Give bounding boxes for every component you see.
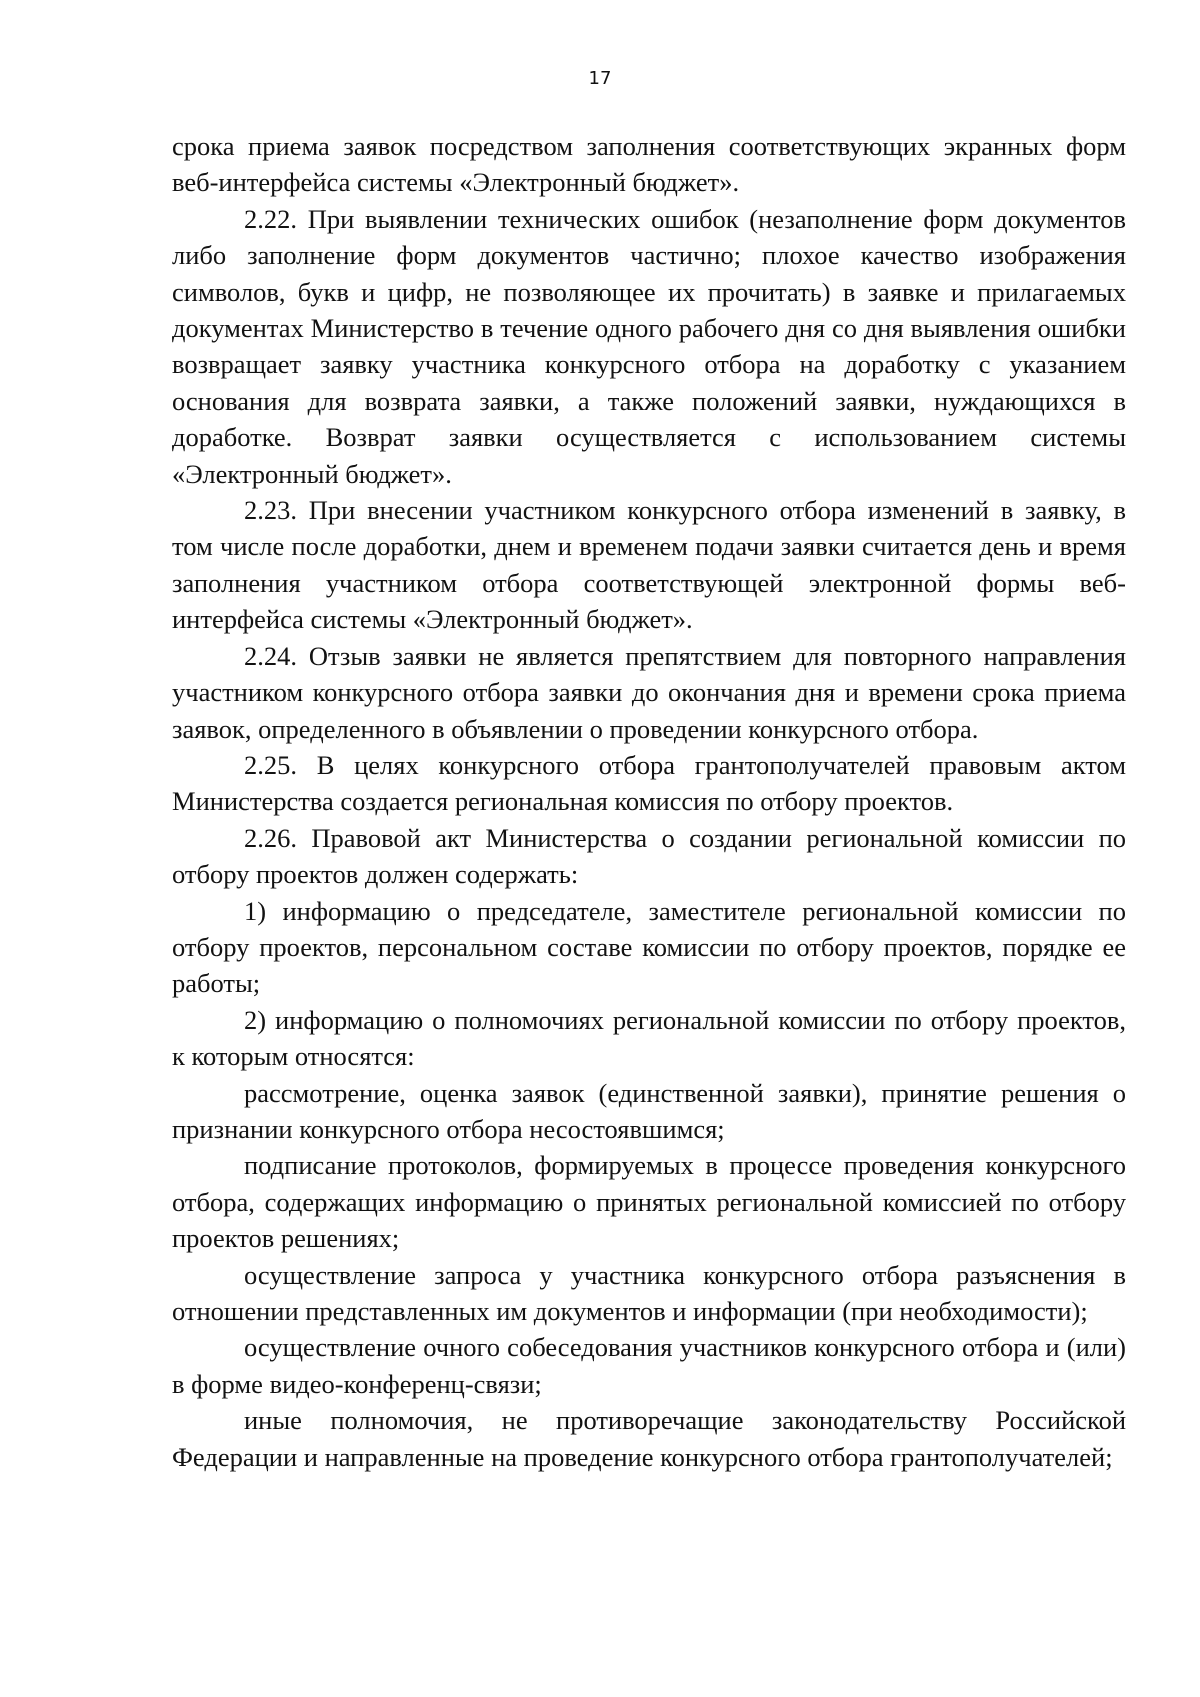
list-subitem-other: иные полномочия, не противоречащие законодательству Российской Федерации и направленные на проведение конкурсного отбора грантополучателей; xyxy=(172,1405,1126,1472)
list-subitem-protocols: подписание протоколов, формируемых в процессе проведения конкурсного отбора, содержащих информацию о принятых региональной комиссией по отбору проектов решениях; xyxy=(172,1150,1126,1254)
list-subitem-interview: осуществление очного собеседования участников конкурсного отбора и (или) в форме видео-конференц-связи; xyxy=(172,1332,1126,1399)
list-subitem-review: рассмотрение, оценка заявок (единственной заявки), принятие решения о признании конкурсного отбора несостоявшимся; xyxy=(172,1077,1126,1144)
list-subitem-request: осуществление запроса у участника конкурсного отбора разъяснения в отношении представленных им документов и информации (при необходимости); xyxy=(172,1259,1126,1326)
paragraph-2-23: 2.23. При внесении участником конкурсного отбора изменений в заявку, в том числе после доработки, днем и временем подачи заявки считается день и время заполнения участником отбора соответствующей электронной формы веб-интерфейса системы «Электронный бюджет». xyxy=(172,495,1126,635)
list-item-2: 2) информацию о полномочиях региональной комиссии по отбору проектов, к которым относятся: xyxy=(172,1004,1126,1072)
paragraph-2-26: 2.26. Правовой акт Министерства о создании региональной комиссии по отбору проектов должен содержать: xyxy=(172,822,1126,890)
paragraph-continuation: срока приема заявок посредством заполнения соответствующих экранных форм веб-интерфейса системы «Электронный бюджет». xyxy=(172,131,1126,198)
paragraph-2-24: 2.24. Отзыв заявки не является препятствием для повторного направления участником конкурсного отбора заявки до окончания дня и времени срока приема заявок, определенного в объявлении о проведении конкурсного отбора. xyxy=(172,640,1126,744)
paragraph-2-22: 2.22. При выявлении технических ошибок (незаполнение форм документов либо заполнение форм документов частично; плохое качество изображения символов, букв и цифр, не позволяющее их прочитать) в заявке и прилагаемых документах Министерство в течение одного рабочего дня со дня выявления ошибки возвращает заявку участника конкурсного отбора на доработку с указанием основания для возврата заявки, а также положений заявки, нуждающихся в доработке. Возврат заявки осуществляется с использованием системы «Электронный бюджет». xyxy=(172,203,1126,489)
document-body xyxy=(172,128,1126,1475)
paragraph-2-25: 2.25. В целях конкурсного отбора грантополучателей правовым актом Министерства создается региональная комиссия по отбору проектов. xyxy=(172,749,1126,817)
list-item-1: 1) информацию о председателе, заместителе региональной комиссии по отбору проектов, персональном составе комиссии по отбору проектов, порядке ее работы; xyxy=(172,895,1126,999)
page-number: 17 xyxy=(588,68,612,89)
